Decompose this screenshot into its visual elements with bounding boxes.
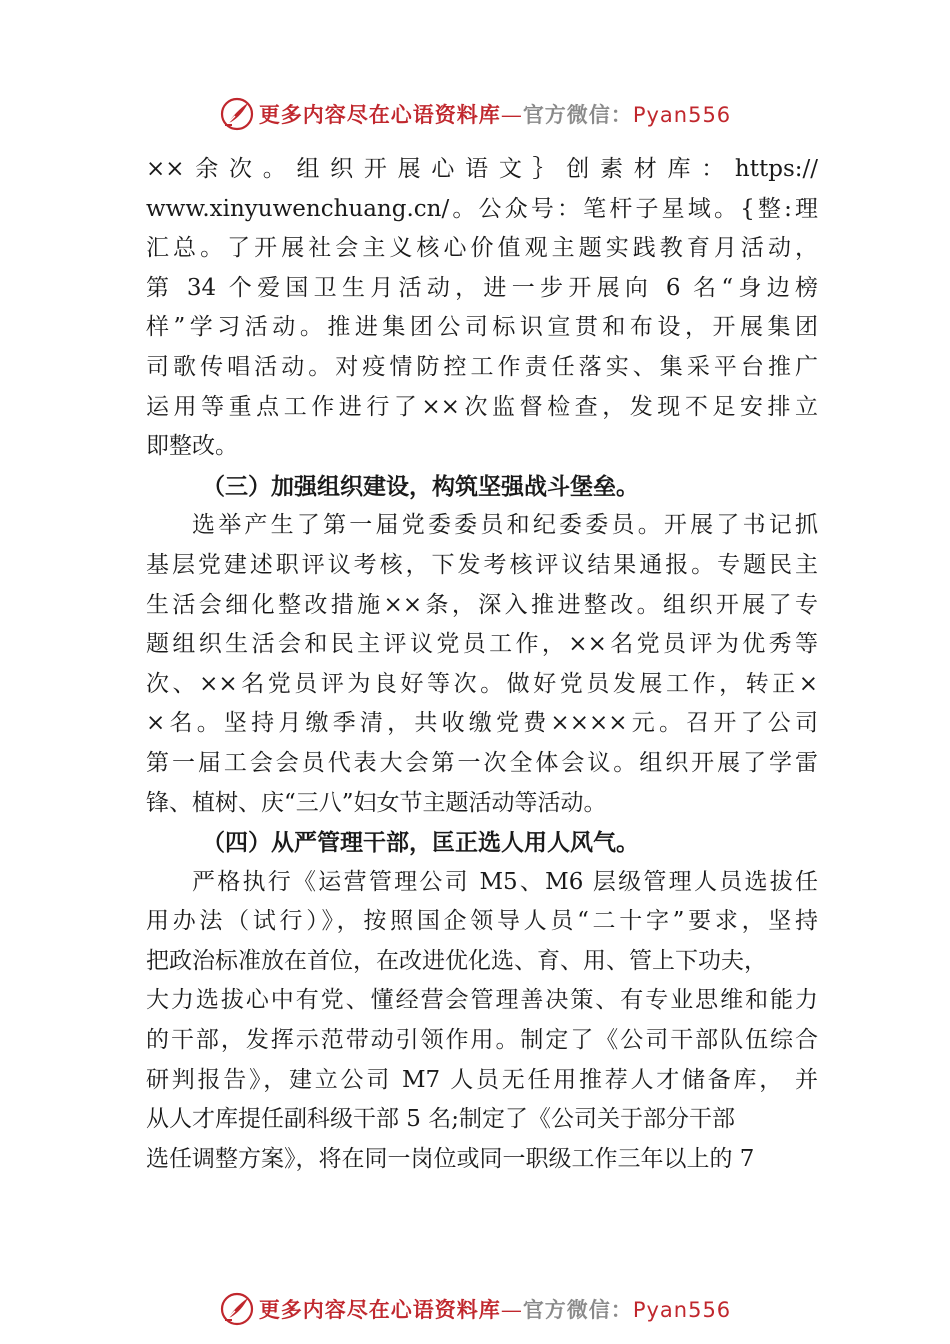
footer-label: 官方微信： [522, 1297, 633, 1322]
body-line: 用办法（试行）》，按照国企领导人员“二十字”要求，坚持 [146, 908, 818, 935]
section-heading: （三）加强组织建设，构筑坚强战斗堡垒。 [202, 472, 639, 500]
footer-brand: 更多内容尽在心语资料库 [258, 1297, 501, 1322]
body-line: 生活会细化整改措施××条，深入推进整改。组织开展了专 [146, 591, 818, 618]
footer-banner [0, 1287, 950, 1331]
footer-separator: — [500, 1298, 523, 1322]
header-separator: — [500, 103, 523, 127]
body-line: 题组织生活会和民主评议党员工作，××名党员评为优秀等 [146, 631, 818, 658]
body-line: 基层党建述职评议考核，下发考核评议结果通报。专题民主 [146, 551, 818, 578]
body-line: 从人才库提任副科级干部 5 名;制定了《公司关于部分干部 [146, 1106, 736, 1133]
quill-logo-icon [219, 1291, 255, 1327]
header-banner [0, 92, 950, 136]
body-line: 次、××名党员评为良好等次。做好党员发展工作，转正× [146, 670, 818, 697]
body-line: ××余次。组织开展心语文｝创素材库：https:// [146, 156, 818, 182]
footer-wechat-id: Pyan556 [632, 1298, 732, 1322]
header-brand: 更多内容尽在心语资料库 [258, 102, 501, 127]
body-line: 选举产生了第一届党委委员和纪委委员。开展了书记抓 [192, 512, 818, 539]
section-heading: （四）从严管理干部，匡正选人用人风气。 [202, 829, 639, 857]
header-label: 官方微信： [522, 102, 633, 127]
header-text [259, 99, 731, 129]
body-line: 的干部，发挥示范带动引领作用。制定了《公司干部队伍综合 [146, 1027, 818, 1054]
body-line: 司歌传唱活动。对疫情防控工作责任落实、集采平台推广 [146, 353, 818, 380]
document-body [146, 150, 818, 1179]
body-line: 研判报告》，建立公司 M7 人员无任用推荐人才储备库， 并 [146, 1066, 818, 1093]
body-line: 大力选拔心中有党、懂经营会管理善决策、有专业思维和能力 [146, 987, 818, 1014]
body-line: 严格执行《运营管理公司 M5、M6 层级管理人员选拔任 [192, 868, 818, 895]
body-line: 选任调整方案》，将在同一岗位或同一职级工作三年以上的 7 [146, 1145, 755, 1172]
header-wechat-id: Pyan556 [632, 103, 732, 127]
body-line: 第一届工会会员代表大会第一次全体会议。组织开展了学雷 [146, 749, 818, 776]
body-line: 汇总。了开展社会主义核心价值观主题实践教育月活动， [146, 235, 818, 262]
body-line: 锋、植树、庆“三八”妇女节主题活动等活动。 [146, 789, 607, 816]
body-line: 样”学习活动。推进集团公司标识宣贯和布设，开展集团 [146, 314, 818, 341]
body-line: 即整改。 [146, 433, 238, 460]
body-line: 把政治标准放在首位，在改进优化选、育、用、管上下功夫， [146, 947, 767, 974]
body-line: 运用等重点工作进行了××次监督检查，发现不足安排立 [146, 393, 818, 420]
body-line: www.xinyuwenchuang.cn/。公众号：笔杆子星域。{整:理 [146, 195, 818, 222]
footer-text [259, 1294, 731, 1324]
quill-logo-icon [219, 96, 255, 132]
body-line: 第 34 个爱国卫生月活动，进一步开展向 6 名“身边榜 [146, 274, 818, 301]
body-line: ×名。坚持月缴季清，共收缴党费××××元。召开了公司 [146, 710, 818, 737]
